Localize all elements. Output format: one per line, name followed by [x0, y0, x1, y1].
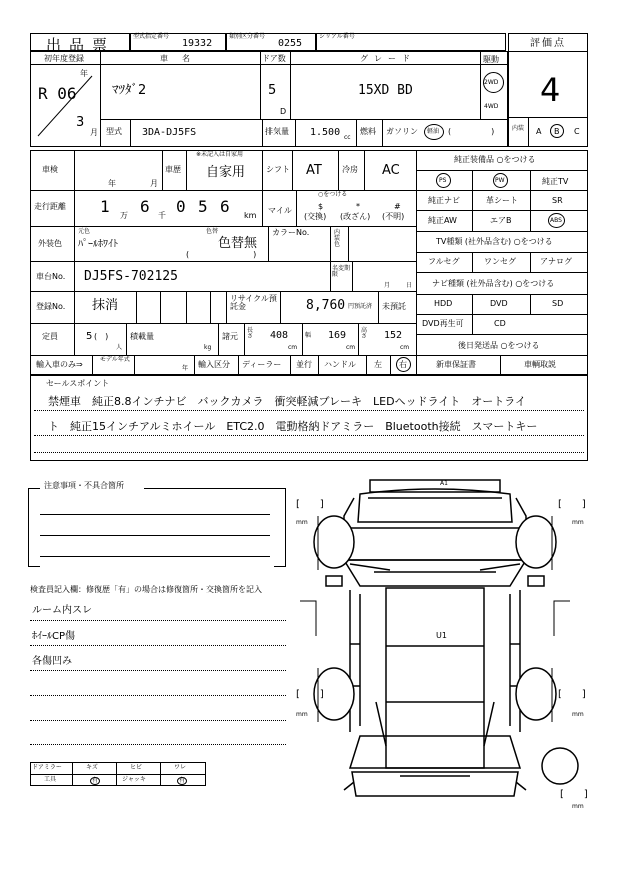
equip-abs: ABS — [550, 217, 562, 224]
mileage-digit-5: 6 — [220, 197, 230, 216]
fuel-label: 燃料 — [360, 127, 376, 136]
drive-4wd-label: 4WD — [484, 103, 499, 110]
parallel-label: 並行 — [296, 360, 312, 369]
chassis-value: DJ5FS-702125 — [84, 269, 178, 284]
navi-type-title: ナビ種類 (社外品含む) ○をつける — [432, 279, 555, 288]
interior-color-label: 内装色 — [334, 229, 341, 248]
legend-jack: ジャッキ — [122, 776, 146, 783]
length-label: 長さ — [247, 327, 254, 340]
recycle-unit: 円預託済 — [348, 303, 373, 310]
color-code-label: カラーNo. — [272, 228, 310, 237]
usage-value: 自家用 — [206, 165, 246, 180]
original-color-value: ﾊﾟｰﾙﾎﾜｲﾄ — [78, 239, 118, 250]
width-value: 169 — [328, 330, 347, 341]
score-label: 評価点 — [530, 38, 566, 49]
handle-label: ハンドル — [324, 360, 356, 369]
man-unit: 万 — [120, 211, 128, 220]
equip-sr: SR — [552, 196, 563, 205]
front-mark: A1 — [440, 480, 448, 487]
navi-sd: SD — [552, 299, 564, 308]
doors-label: ドア数 — [262, 54, 286, 63]
mileage-digit-3: 0 — [176, 197, 186, 216]
capacity-label: 定員 — [42, 332, 58, 341]
km-unit: km — [244, 211, 257, 220]
equip-pw: PW — [495, 177, 505, 184]
name-change-label: 名変期限 — [332, 265, 351, 278]
model-code-value: 3DA-DJ5FS — [142, 127, 197, 138]
meter-opt-tamper: (改ざん) — [340, 212, 371, 221]
displacement-value: 1.500 — [310, 127, 341, 138]
grade-label: グレード — [360, 54, 416, 63]
ac-label: 冷房 — [342, 165, 358, 174]
tv-full-seg: フルセグ — [428, 257, 460, 266]
equip-airbag: エアB — [490, 216, 512, 225]
length-unit: cm — [288, 344, 298, 351]
fuel-gasoline: ガソリン — [386, 127, 418, 136]
load-label: 積載量 — [130, 332, 154, 341]
sales-line-1: 禁煙車 純正8.8インチナビ バックカメラ 衝突軽減ブレーキ LEDヘッドライト オートライ — [48, 395, 526, 408]
tire-fr-bracket: [ ] — [558, 499, 586, 510]
doors-value: 5 — [268, 83, 277, 98]
height-label: 高さ — [361, 327, 368, 340]
roof-mark: U1 — [436, 631, 447, 640]
model-designation-value: 19332 — [182, 38, 213, 49]
fuel-other-paren: ( ) — [448, 127, 495, 136]
repaint-value: 色替無 — [218, 236, 258, 251]
shift-value: AT — [306, 163, 322, 178]
ac-value: AC — [382, 163, 400, 178]
tire-rr-mm: mm — [572, 711, 584, 718]
tire-rr-bracket: [ ] — [558, 689, 586, 700]
category-value: 0255 — [278, 38, 303, 49]
tire-fr-mm: mm — [572, 519, 584, 526]
dimensions-label: 諸元 — [222, 332, 238, 341]
car-name-value: ﾏﾂﾀﾞ2 — [112, 83, 147, 98]
meter-opt-unknown-sym: # — [394, 202, 401, 211]
height-unit: cm — [400, 344, 410, 351]
capacity-paren: ( ) — [94, 332, 109, 341]
recycle-unpaid: 未預託 — [382, 302, 406, 311]
caution-label: 注意事項・不具合箇所 — [44, 481, 124, 490]
car-name-label: 車名 — [160, 54, 204, 63]
legend-scratch: キズ — [86, 764, 98, 771]
navi-dvd-play: DVD再生可 — [422, 319, 464, 328]
import-label: 輸入車のみ⇒ — [36, 360, 83, 369]
meter-opt-exchange-sym: $ — [318, 202, 324, 211]
door-type: D — [280, 107, 287, 116]
color-paren: ( ) — [186, 250, 257, 259]
name-change-day: 日 — [406, 282, 413, 289]
registration-value: 抹消 — [92, 298, 119, 313]
navi-dvd: DVD — [490, 299, 508, 308]
person-unit: 人 — [116, 344, 123, 351]
mile-label: マイル — [268, 206, 292, 215]
tire-fl-mm: mm — [296, 519, 308, 526]
model-code-label: 型式 — [106, 127, 122, 136]
interior-grade-b: B — [554, 127, 560, 136]
inspector-label: 検査員記入欄：修復歴「有」の場合は修復箇所・交換箇所を記入 — [30, 585, 262, 594]
color-change-label: 色替 — [206, 228, 219, 235]
width-label: 幅 — [305, 332, 312, 339]
spare-mm: mm — [572, 803, 584, 810]
displacement-label: 排気量 — [265, 127, 289, 136]
legend-tools: 工具 — [44, 776, 57, 783]
tire-rl-bracket: [ ] — [296, 689, 324, 700]
recycle-label: リサイクル預託金 — [230, 294, 277, 311]
mileage-digit-1: 1 — [100, 197, 110, 216]
sales-points-label: セールスポイント — [46, 379, 110, 388]
meter-note: ○をつける — [318, 191, 348, 198]
drive-label: 駆動 — [483, 55, 499, 64]
caution-bracket — [28, 488, 286, 566]
factory-equipment-title: 純正装備品 ○をつける — [454, 155, 536, 164]
meter-opt-tamper-sym: * — [356, 202, 360, 211]
later-title: 後日発送品 ○をつける — [458, 341, 540, 350]
shaken-label: 車検 — [42, 165, 58, 174]
capacity-value: 5 — [86, 331, 93, 342]
dealer-label: ディーラー — [242, 360, 282, 369]
exterior-color-label: 外装色 — [38, 239, 62, 248]
later-manual: 車輌取説 — [524, 360, 556, 369]
fuel-diesel-label: 軽油 — [427, 128, 440, 135]
usage-note: ※未記入は自家用 — [196, 151, 244, 158]
first-reg-month-unit: 月 — [90, 128, 98, 137]
tv-analog: アナログ — [540, 257, 572, 266]
tv-one-seg: ワンセグ — [484, 257, 516, 266]
first-reg-era: R 06 — [38, 84, 77, 103]
original-color-label: 元色 — [78, 228, 91, 235]
score-value: 4 — [540, 71, 561, 109]
inspector-note-1: ルーム内スレ — [32, 605, 92, 616]
chassis-label: 車台No. — [36, 272, 66, 281]
length-value: 408 — [270, 330, 289, 341]
interior-label: 内装 — [512, 125, 525, 132]
navi-cd: CD — [494, 319, 506, 328]
interior-grade-a: A — [536, 127, 542, 136]
sen-unit: 千 — [158, 211, 166, 220]
legend-crack: ヒビ — [130, 764, 143, 771]
first-reg-month: 3 — [76, 115, 85, 130]
mileage-digit-2: 6 — [140, 197, 150, 216]
name-change-month: 月 — [384, 282, 391, 289]
shift-label: シフト — [266, 165, 290, 174]
interior-grade-c: C — [574, 127, 580, 136]
tv-type-title: TV種類 (社外品含む) ○をつける — [436, 237, 553, 246]
first-reg-year-unit: 年 — [80, 69, 88, 78]
width-unit: cm — [346, 344, 356, 351]
car-body-diagram — [290, 476, 590, 806]
height-value: 152 — [384, 330, 403, 341]
tire-rl-mm: mm — [296, 711, 308, 718]
handle-left: 左 — [374, 360, 382, 369]
legend-break: ワレ — [174, 764, 187, 771]
model-year-unit: 年 — [182, 365, 189, 372]
legend-tools-yes: 有 — [92, 777, 99, 784]
form-title: 出品票 — [46, 36, 116, 54]
serial-label: シリアル番号 — [319, 33, 355, 40]
import-type-label: 輸入区分 — [198, 360, 230, 369]
meter-opt-unknown: (不明) — [382, 212, 405, 221]
cc-unit: cc — [344, 134, 351, 141]
spare-bracket: [ ] — [560, 789, 588, 800]
equip-leather: 革シート — [486, 196, 518, 205]
inspector-note-2: ﾎｲｰﾙCP傷 — [32, 631, 76, 642]
equip-ps: PS — [439, 177, 447, 184]
sales-line-2: ト 純正15インチアルミホイール ETC2.0 電動格納ドアミラー Bluetooth接続 スマートキー — [48, 420, 538, 433]
kg-unit: kg — [204, 344, 212, 351]
tire-fl-bracket: [ ] — [296, 499, 324, 510]
mileage-digit-4: 5 — [198, 197, 208, 216]
usage-label: 車歴 — [165, 165, 181, 174]
grade-value: 15XD BD — [358, 83, 413, 98]
model-year-label: モデル年式 — [100, 356, 130, 363]
recycle-amount: 8,760 — [306, 298, 346, 313]
meter-opt-exchange: (交換) — [304, 212, 327, 221]
handle-right: 右 — [399, 360, 407, 369]
legend-door-mirror: ドアミラー — [32, 764, 62, 771]
shaken-month-unit: 月 — [150, 179, 158, 188]
inspector-note-3: 各傷凹み — [32, 656, 72, 667]
model-designation-label: 型式指定番号 — [133, 33, 170, 40]
legend-jack-yes: 有 — [179, 777, 186, 784]
category-label: 類別区分番号 — [229, 33, 266, 40]
later-warranty: 新車保証書 — [436, 360, 476, 369]
equip-navi: 純正ナビ — [428, 196, 460, 205]
navi-hdd: HDD — [434, 299, 453, 308]
first-reg-label: 初年度登録 — [44, 54, 84, 63]
equip-aw: 純正AW — [428, 216, 457, 225]
mileage-label: 走行距離 — [34, 202, 66, 211]
registration-label: 登録No. — [36, 302, 66, 311]
drive-2wd-label: 2WD — [484, 79, 499, 86]
equip-tv: 純正TV — [542, 177, 569, 186]
shaken-year-unit: 年 — [108, 179, 116, 188]
